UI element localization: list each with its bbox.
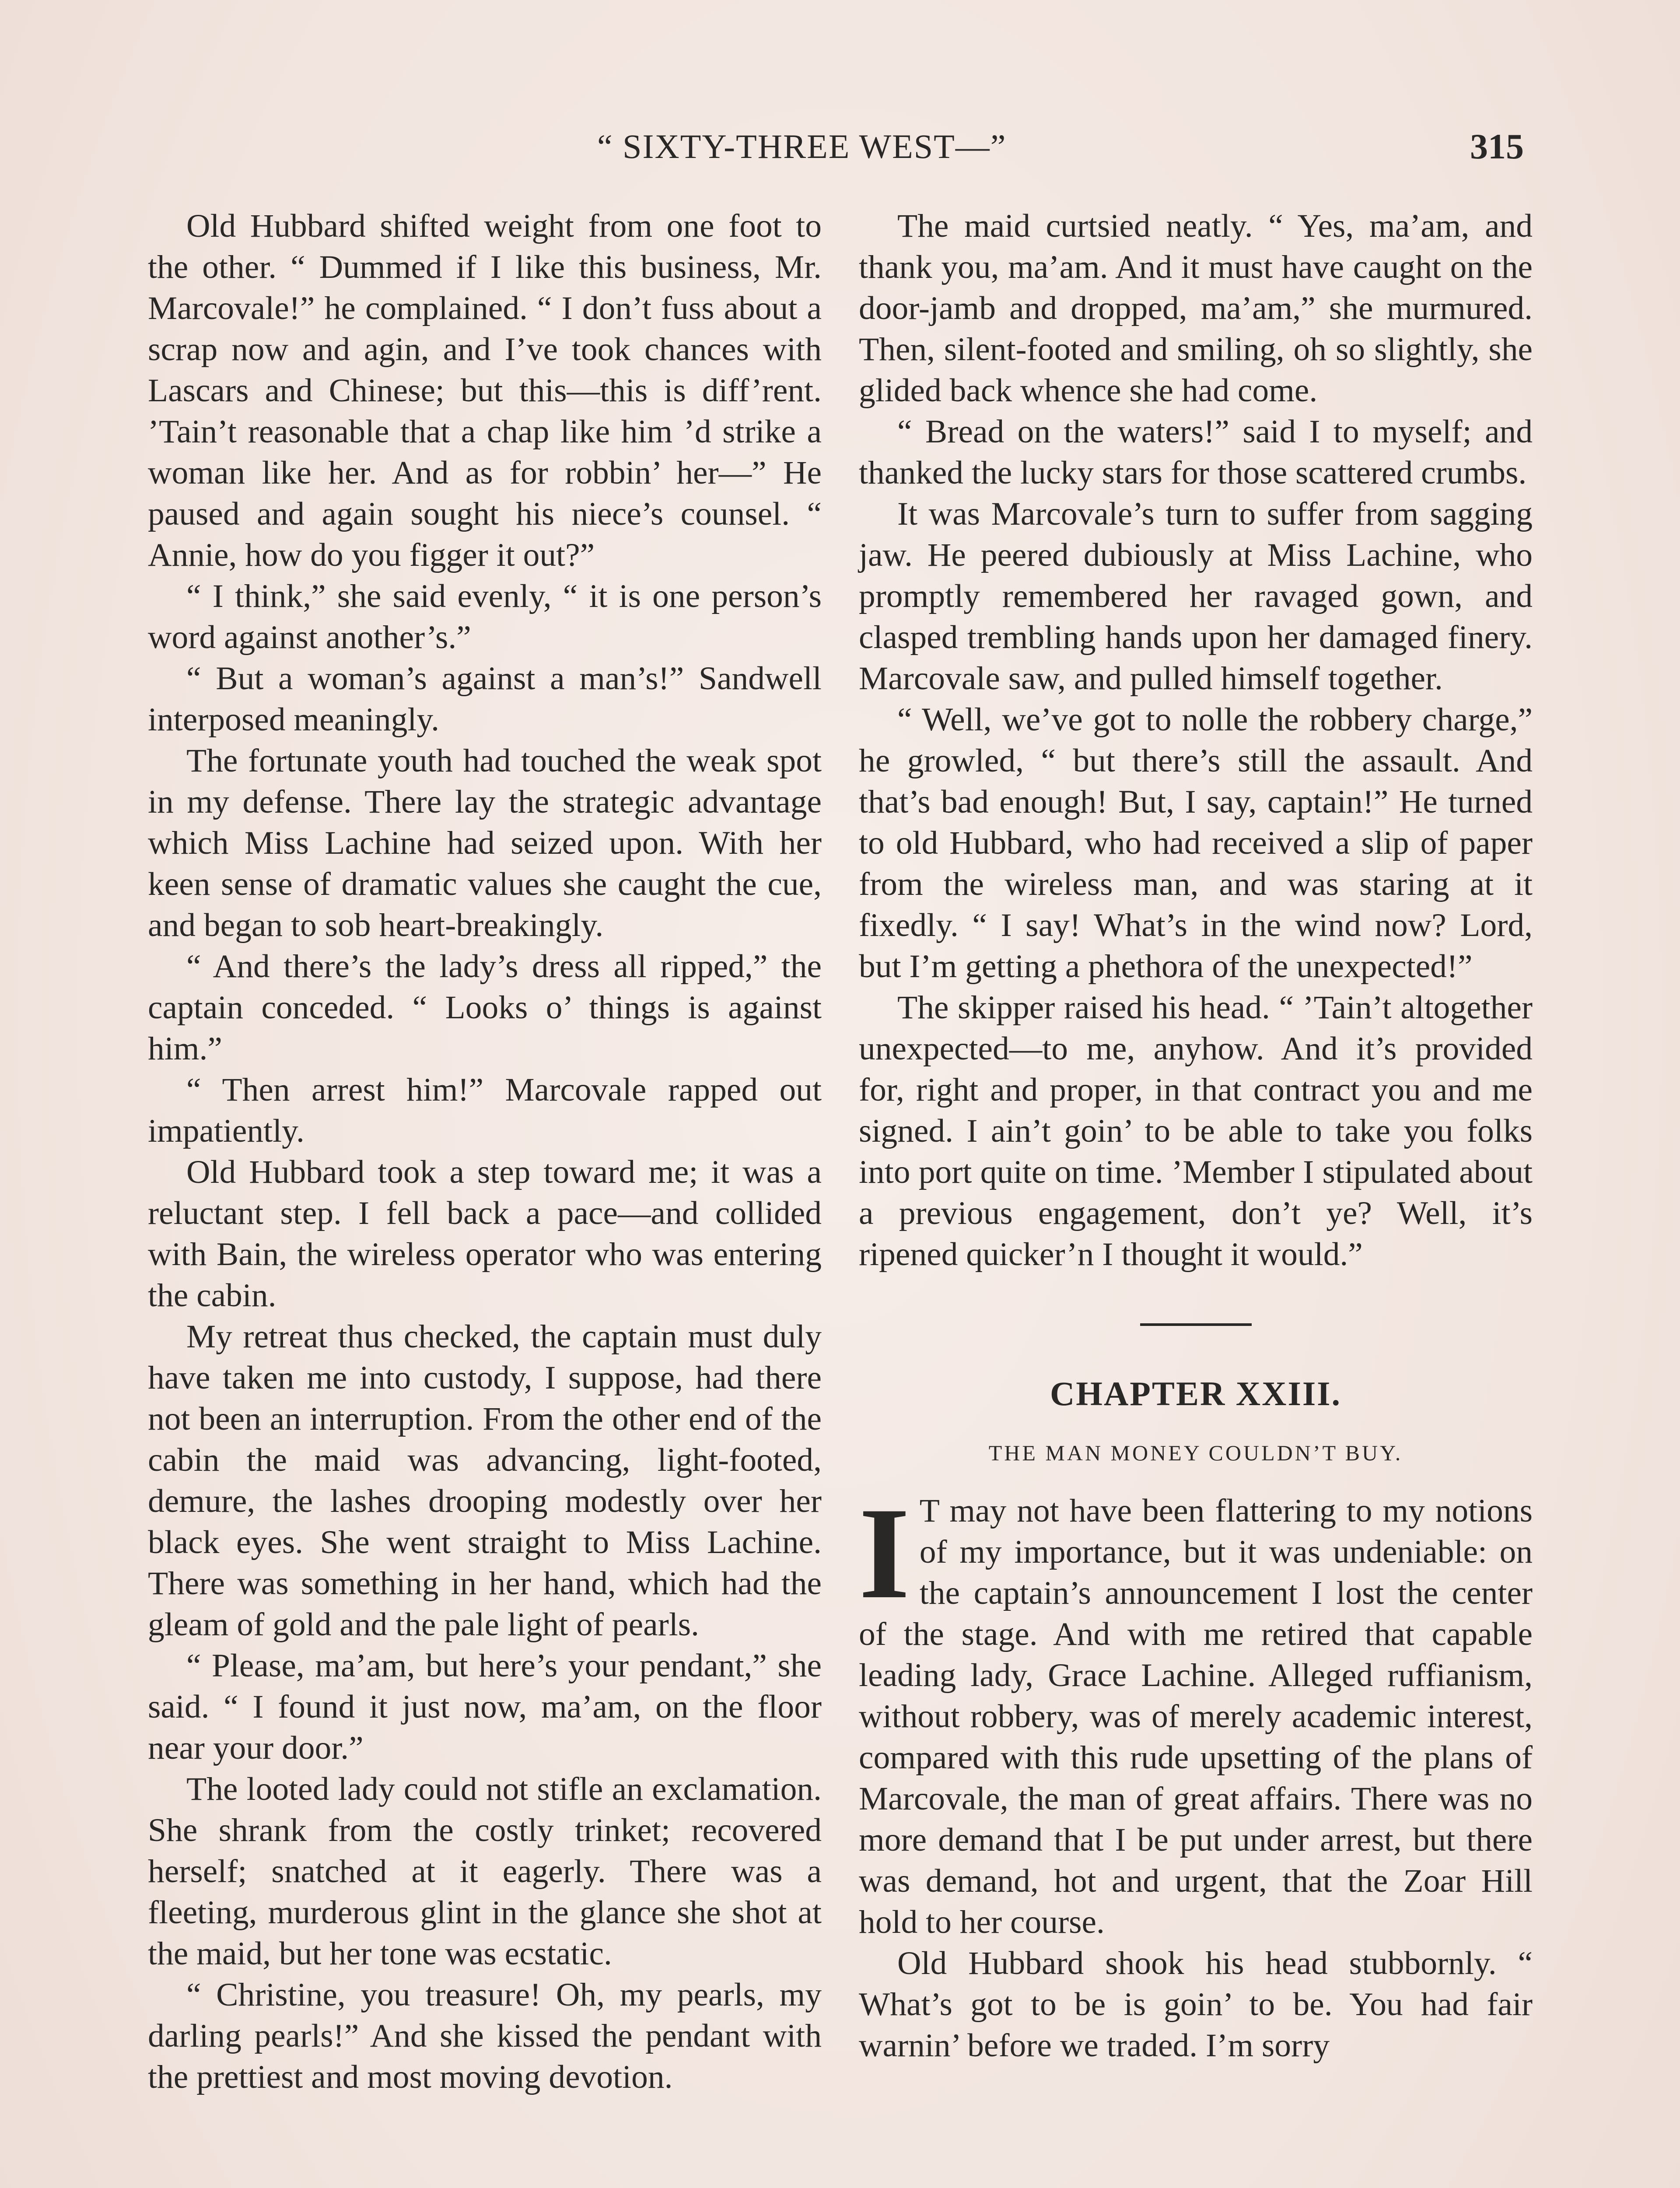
paragraph: Old Hubbard shifted weight from one foot to the other. “ Dummed if I like this business, Mr. Marcovale!” he complained. “ I don’t fuss about a scrap now and agin, and I’ve took chances with Lascars and Chinese; but this—this is diff’rent. ’Tain’t reasonable that a chap like him ’d strike a woman like her. And as for robbin’ her—” He paused and again sought his niece’s counsel. “ Annie, how do you figger it out?” [148,208,822,573]
paragraph: Old Hubbard took a step toward me; it was a reluctant step. I fell back a pace—and collided with Bain, the wireless operator who was entering the cabin. [148,1154,822,1314]
paragraph: “ I think,” she said evenly, “ it is one person’s word against another’s.” [148,578,822,656]
paragraph: The fortunate youth had touched the weak spot in my defense. There lay the strategic advantage which Miss Lachine had seized upon. With her keen sense of dramatic values she caught the cue, and began to sob heart-breakingly. [148,743,822,943]
paragraph: “ Please, ma’am, but here’s your pendant,” she said. “ I found it just now, ma’am, on the floor near your door.” [148,1648,822,1766]
left-column [148,206,822,2098]
paragraph: My retreat thus checked, the captain must duly have taken me into custody, I suppose, had there not been an interruption. From the other end of the cabin the maid was advancing, light-footed, demure, the lashes drooping modestly over her black eyes. She went straight to Miss Lachine. There was something in her hand, which had the gleam of gold and the pale light of pearls. [148,1318,822,1643]
paragraph: “ Then arrest him!” Marcovale rapped out impatiently. [148,1072,822,1149]
paragraph: “ And there’s the lady’s dress all ripped,” the captain conceded. “ Looks o’ things is against him.” [148,948,822,1067]
paragraph: “ Well, we’ve got to nolle the robbery charge,” he growled, “ but there’s still the assault. And that’s bad enough! But, I say, captain!” He turned to old Hubbard, who had received a slip of paper from the wireless man, and was staring at it fixedly. “ I say! What’s in the wind now? Lord, but I’m getting a phethora of the unexpected!” [859,701,1533,985]
paragraph: “ But a woman’s against a man’s!” Sandwell interposed meaningly. [148,660,822,738]
paragraph: The maid curtsied neatly. “ Yes, ma’am, and thank you, ma’am. And it must have caught on the door-jamb and dropped, ma’am,” she murmured. Then, silent-footed and smiling, oh so slightly, she glided back whence she had come. [859,208,1533,409]
chapter-opening-paragraph [859,1480,1533,1943]
drop-cap-paragraph-text: T may not have been flattering to my notions of my importance, but it was undeniable: on the captain’s announcement I lost the center of the stage. And with me retired that capable leading lady, Grace Lachine. Alleged ruffianism, without robbery, was of merely academic interest, compared with this rude upsetting of the plans of Marcovale, the man of great affairs. There was no more demand that I be put under arrest, but there was demand, hot and urgent, that the Zoar Hill hold to her course. [859,1493,1533,1940]
right-column [859,206,1533,2066]
paragraph: It was Marcovale’s turn to suffer from sagging jaw. He peered dubiously at Miss Lachine, who promptly remembered her ravaged gown, and clasped trembling hands upon her damaged finery. Marcovale saw, and pulled himself together. [859,496,1533,697]
paragraph: “ Bread on the waters!” said I to myself; and thanked the lucky stars for those scattered crumbs. [859,414,1533,491]
paragraph: The looted lady could not stifle an exclamation. She shrank from the costly trinket; recovered herself; snatched at it eagerly. There was a fleeting, murderous glint in the glance she shot at the maid, but her tone was ecstatic. [148,1771,822,1972]
chapter-subtitle: THE MAN MONEY COULDN’T BUY. [988,1441,1403,1465]
paragraph: Old Hubbard shook his head stubbornly. “ What’s got to be is goin’ to be. You had fair warnin’ before we traded. I’m sorry [859,1945,1533,2064]
chapter-title: CHAPTER XXIII. [1050,1375,1342,1413]
page-number: 315 [1470,126,1524,166]
paragraph: The skipper raised his head. “ ’Tain’t altogether unexpected—to me, anyhow. And it’s provided for, right and proper, in that contract you and me signed. I ain’t goin’ to be able to take you folks into port quite on time. ’Member I stipulated about a previous engagement, don’t ye? Well, it’s ripened quicker’n I thought it would.” [859,989,1533,1273]
paragraph: “ Christine, you treasure! Oh, my pearls, my darling pearls!” And she kissed the pendant with the prettiest and most moving devotion. [148,1977,822,2095]
running-title: “ SIXTY-THREE WEST—” [597,127,1007,165]
drop-cap: I [859,1480,910,1626]
section-divider [1140,1323,1252,1326]
